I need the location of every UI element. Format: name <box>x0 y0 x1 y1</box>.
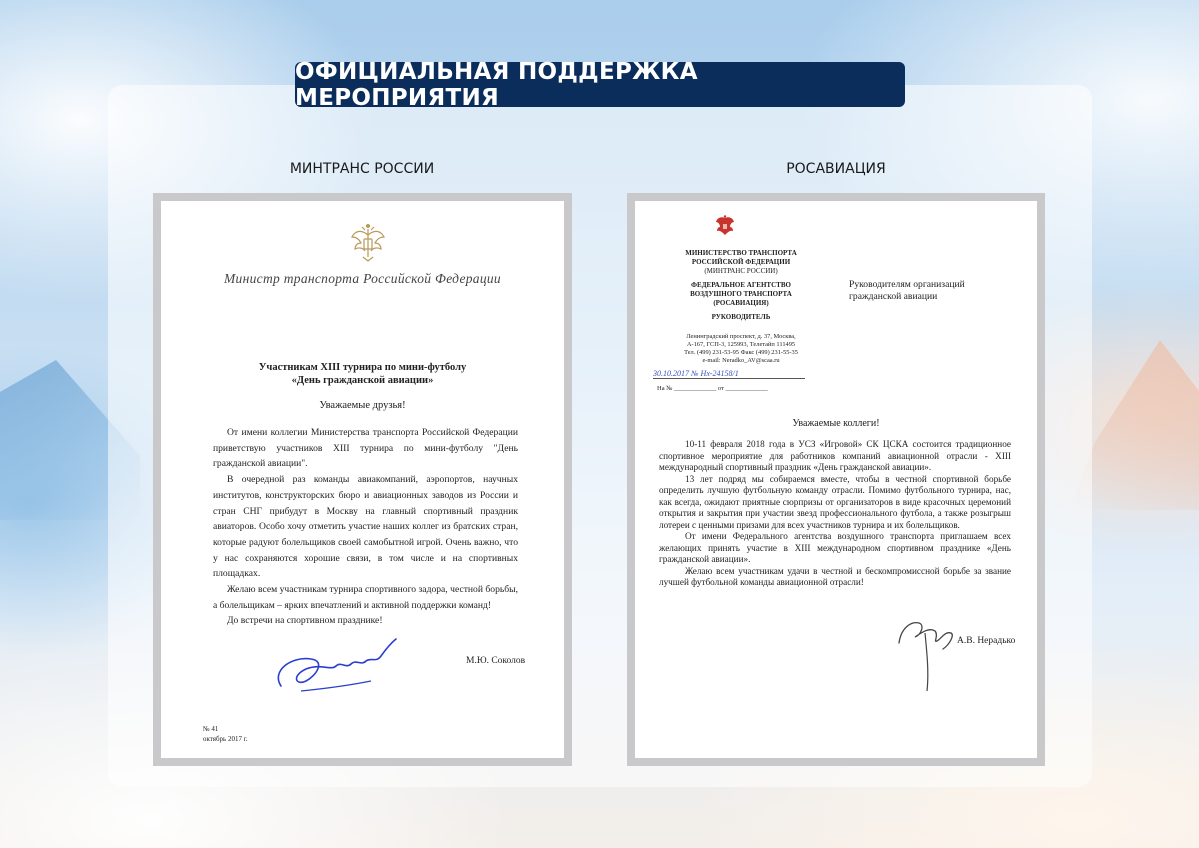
number-text: № 41 <box>203 725 219 733</box>
signer-name: М.Ю. Соколов <box>466 656 526 666</box>
signature-sokolov <box>271 631 401 696</box>
letterhead: Министр транспорта Российской Федерации <box>224 271 501 286</box>
org-line: (МИНТРАНС РОССИИ) <box>704 267 778 275</box>
recipient-line: Руководителям организаций <box>849 279 965 290</box>
letter-body <box>213 425 518 629</box>
greeting: Уважаемые друзья! <box>319 400 406 411</box>
address-line: e-mail: Neradko_AV@scaa.ru <box>702 357 780 364</box>
coat-of-arms-red-icon <box>715 215 735 239</box>
head-title: РУКОВОДИТЕЛЬ <box>711 313 771 321</box>
agency-line: ФЕДЕРАЛЬНОЕ АГЕНТСТВО <box>691 281 791 289</box>
address-line: А-167, ГСП-3, 125993, Телетайп 111495 <box>686 341 796 348</box>
recipient-line: гражданской авиации <box>849 291 938 302</box>
signer-name: А.В. Нерадько <box>957 636 1016 646</box>
address-block <box>651 333 831 365</box>
paragraph: 13 лет подряд мы собираемся вместе, чтобы в честной спортивной борьбе определить лучшую футбольную команду отрасли. Помимо футбольного турнира, нас, как всегда, ожидают приятные сюрпризы от организаторов в виде красочных церемоний открытия и закрытия при участии звезд профессионального футбола, а также розыгрыш лотереи с ценными призами для всех участников турнира и их болельщиков. <box>659 473 1011 530</box>
addressee <box>161 361 564 387</box>
letter-mintrans <box>161 201 564 758</box>
paragraph: Желаю всем участникам удачи в честной и бескомпромиссной борьбе за звание лучшей футбольной команды авиационной отрасли! <box>659 565 1011 587</box>
agency-line: ВОЗДУШНОГО ТРАНСПОРТА <box>690 290 792 298</box>
paragraph: От имени коллегии Министерства транспорта Российской Федерации приветствую участников XIII турнира по мини-футболу "День гражданской авиации". <box>213 427 518 470</box>
paragraph: До встречи на спортивном празднике! <box>227 615 383 627</box>
reference-line: На № _____________ от _____________ <box>657 385 768 392</box>
letter-rosaviatsiya <box>635 201 1037 758</box>
document-label-mintrans: МИНТРАНС РОССИИ <box>289 161 435 177</box>
address-line: Ленинградский проспект, д. 37, Москва, <box>686 333 796 340</box>
paragraph: Желаю всем участникам турнира спортивного задора, честной борьбы, а болельщикам – ярких впечатлений и активной поддержки команд! <box>213 584 518 611</box>
recipient <box>849 279 965 303</box>
paragraph: 10-11 февраля 2018 года в УСЗ «Игровой» СК ЦСКА состоится традиционное спортивное мероприятие для работников компаний авиационной отрасли - XIII международный спортивный праздник «День гражданской авиации». <box>659 439 1011 472</box>
page-title: ОФИЦИАЛЬНАЯ ПОДДЕРЖКА МЕРОПРИЯТИЯ <box>295 62 905 107</box>
addressee-line: «День гражданской авиации» <box>291 375 434 386</box>
addressee-line: Участникам XIII турнира по мини-футболу <box>258 362 467 373</box>
date-text: октябрь 2017 г. <box>203 735 248 743</box>
organization-block <box>651 249 831 322</box>
coat-of-arms-icon <box>349 223 387 263</box>
org-line: РОССИЙСКОЙ ФЕДЕРАЦИИ <box>691 258 791 266</box>
registration-number: 30.10.2017 № Нх-24158/1 <box>653 369 805 379</box>
agency-line: (РОСАВИАЦИЯ) <box>713 299 769 307</box>
address-line: Тел. (499) 231-53-95 Факс (499) 231-55-35 <box>684 349 798 356</box>
letter-body <box>659 439 1011 589</box>
letter-number <box>203 724 248 744</box>
document-frame-mintrans[interactable] <box>153 193 572 766</box>
greeting: Уважаемые коллеги! <box>792 418 880 429</box>
paragraph: В очередной раз команды авиакомпаний, аэропортов, научных институтов, конструкторских бюро и авиационных заводов из России и стран СНГ прибудут в Москву на главный спортивный праздник авиаторов. Особо хочу отметить участие наших коллег из братских стран, которые радуют болельщиков своей самобытной игрой. Очень важно, что у нас сохраняются хорошие связи, в том числе и на спортивных площадках. <box>213 474 518 580</box>
document-frame-rosaviatsiya[interactable] <box>627 193 1045 766</box>
paragraph: От имени Федерального агентства воздушного транспорта приглашаем всех желающих принять участие в XIII международном спортивном празднике «День гражданской авиации». <box>659 531 1011 564</box>
signature-neradko <box>891 613 961 693</box>
document-label-rosaviatsiya: РОСАВИАЦИЯ <box>786 161 886 177</box>
org-line: МИНИСТЕРСТВО ТРАНСПОРТА <box>685 249 797 257</box>
